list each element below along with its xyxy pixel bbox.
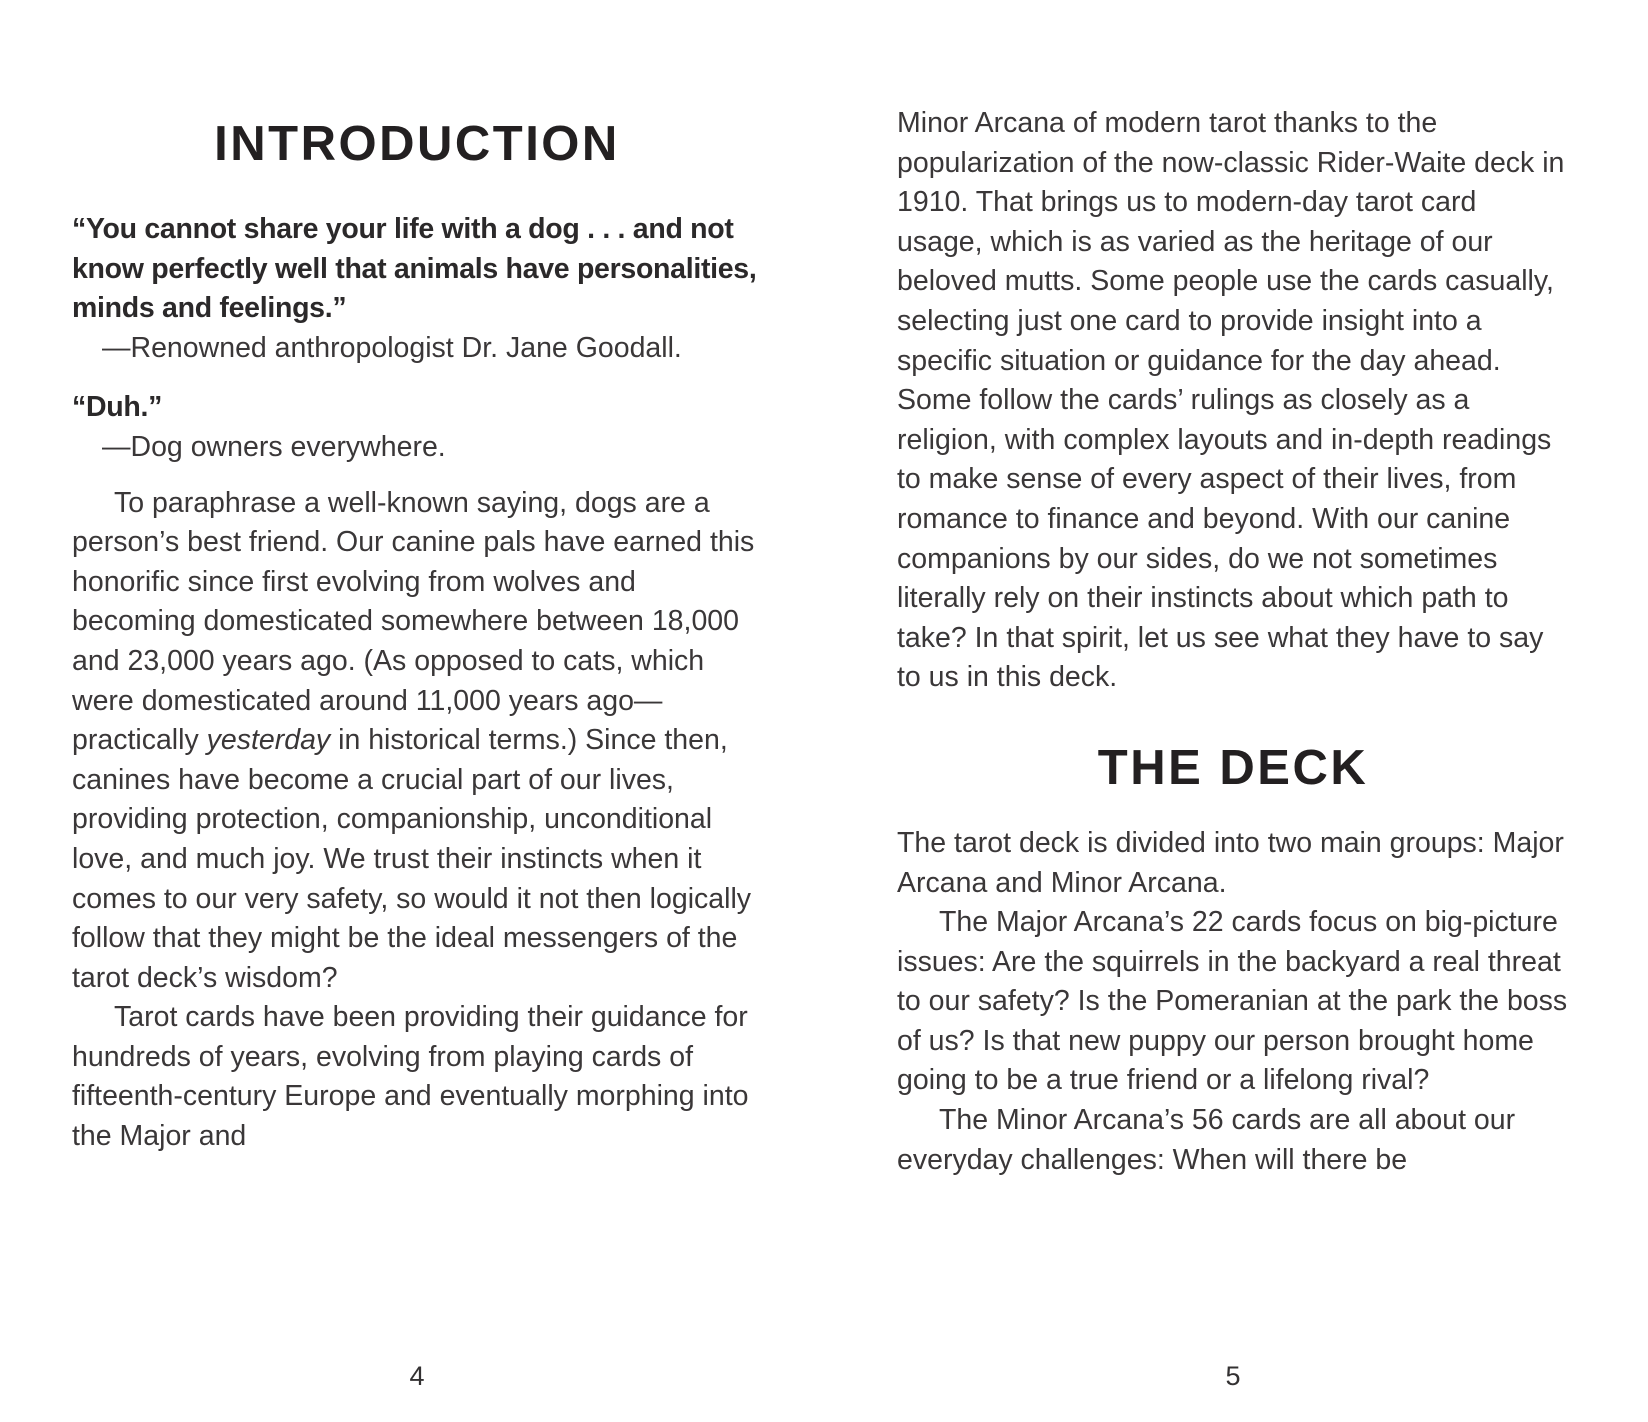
epigraph-attribution-goodall: —Renowned anthropologist Dr. Jane Goodall. xyxy=(102,331,682,364)
paragraph-major-arcana: The Major Arcana’s 22 cards focus on big-picture issues: Are the squirrels in the backyard a real threat to our safety? Is the Pomeranian at the park the boss of us? Is that new puppy our person brought home going to be a true friend or a lifelong rival? xyxy=(897,906,1568,1097)
page-number-right: 5 xyxy=(1225,1361,1241,1391)
paragraph-deck-groups: The tarot deck is divided into two main groups: Major Arcana and Minor Arcana. xyxy=(897,826,1564,899)
epigraph-attribution-dog-owners: —Dog owners everywhere. xyxy=(102,430,446,463)
page-title-introduction: INTRODUCTION xyxy=(214,117,620,171)
page-number-left: 4 xyxy=(409,1361,425,1391)
paragraph-text: in historical terms.) Since then, canines have become a crucial part of our lives, providing protection, companionship, unconditional love, and much joy. We trust their instincts when it comes to our very safety, so would it not then logically follow that they might be the ideal messengers of the tarot deck’s wisdom? xyxy=(72,724,752,994)
italic-word-yesterday: yesterday xyxy=(206,724,331,757)
page-left xyxy=(72,0,762,1422)
paragraph-dogs-best-friend xyxy=(72,484,762,999)
page-right xyxy=(897,0,1569,1422)
paragraph-text: To paraphrase a well-known saying, dogs are a person’s best friend. Our canine pals have earned this honorific since first evolving from wolves and becoming domesticated somewhere between 18,000 and 23,000 years ago. (As opposed to cats, which were domesticated around 11,000 years ago—practically xyxy=(72,486,755,757)
paragraph-modern-tarot-usage: Minor Arcana of modern tarot thanks to the popularization of the now-classic Rider-Waite deck in 1910. That brings us to modern-day tarot card usage, which is as varied as the heritage of our beloved mutts. Some people use the cards casually, selecting just one card to provide insight into a specific situation or guidance for the day ahead. Some follow the cards’ rulings as closely as a religion, with complex layouts and in-depth readings to make sense of every aspect of their lives, from romance to finance and beyond. With our canine companions by our sides, do we not sometimes literally rely on their instincts about which path to take? In that spirit, let us see what they have to say to us in this deck. xyxy=(897,107,1565,694)
section-heading-the-deck: THE DECK xyxy=(1097,740,1369,795)
epigraph-quote-duh: “Duh.” xyxy=(72,391,163,424)
paragraph-minor-arcana: The Minor Arcana’s 56 cards are all about our everyday challenges: When will there be xyxy=(897,1104,1516,1176)
epigraph-quote-goodall: “You cannot share your life with a dog . . . and not know perfectly well that animals have personalities, minds and feelings.” xyxy=(72,213,757,325)
paragraph-tarot-history: Tarot cards have been providing their guidance for hundreds of years, evolving from playing cards of fifteenth-century Europe and eventually morphing into the Major and xyxy=(72,1001,749,1153)
